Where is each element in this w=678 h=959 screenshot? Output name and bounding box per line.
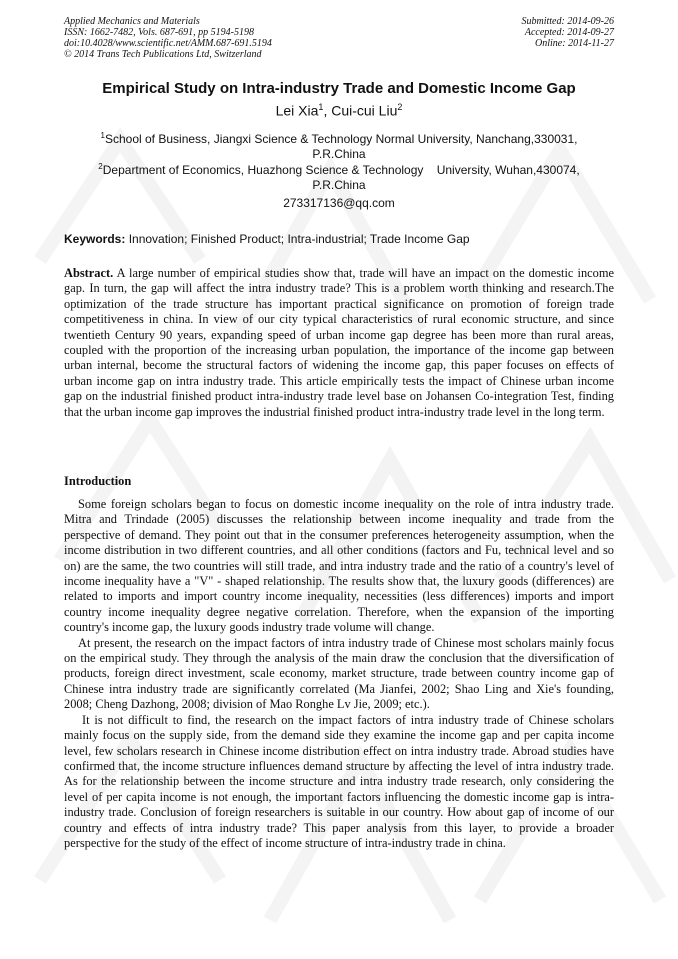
- keywords-text: Innovation; Finished Product; Intra-industrial; Trade Income Gap: [125, 232, 470, 246]
- introduction-body: [64, 497, 614, 851]
- author-name: Lei Xia: [275, 102, 319, 119]
- abstract-text: A large number of empirical studies show that, trade will have an impact on the domestic income gap. In turn, the gap will affect the intra industry trade? This is a problem worth thinking and research.The optimization of the trade structure has important practical significance on promotion of foreign trade competitiveness in china. In view of our city typical characteristics of rural economic structure, and since twentieth Century 90 years, expanding speed of urban income gap degree has been more than rural areas, coupled with the proportion of the increasing urban population, the importance of the income gap between urban internal, become the structural factors of widening the income gap, this paper focuses on effects of urban income gap on intra industry trade. This article empirically tests the impact of Chinese urban income gap on the industrial finished product intra-industry trade level base on Johansen Co-integration Test, finding that the urban income gap improves the industrial finished product intra-industry trade level in the long term.: [64, 266, 614, 419]
- author-affiliation-mark: 2: [397, 102, 403, 112]
- affiliation: [70, 128, 608, 162]
- paragraph: At present, the research on the impact factors of intra industry trade of Chinese most scholars mainly focus on the empirical study. They through the analysis of the main draw the conclusion that the diversification of products, foreign direct investment, scale economy, market structure, trade between country income gap of Chinese intra industry trade are significantly correlated (Ma Jianfei, 2002; Shao Ling and Xie's founding, 2008; Cheng Dazhong, 2008; division of Mao Ronghe Lv Jie, 2009; etc.).: [64, 635, 614, 712]
- copyright-line: © 2014 Trans Tech Publications Ltd, Switzerland: [64, 49, 262, 60]
- section-heading: Introduction: [64, 474, 132, 488]
- issn-line: ISSN: 1662-7482, Vols. 687-691, pp 5194-5198: [64, 27, 254, 38]
- author-email: 273317136@qq.com: [283, 196, 395, 210]
- affiliation-mark: 2: [98, 162, 103, 171]
- abstract-label: Abstract.: [64, 266, 114, 280]
- author-separator: ,: [323, 102, 332, 119]
- doi-line: doi:10.4028/www.scientific.net/AMM.687-691.5194: [64, 38, 272, 49]
- publication-info: [64, 16, 272, 60]
- keywords: [64, 232, 614, 246]
- affiliation-text: School of Business, Jiangxi Science & Technology Normal University, Nanchang,330031,: [104, 132, 578, 146]
- affiliation-country: P.R.China: [312, 178, 366, 192]
- author-name: Cui-cui Liu: [331, 102, 398, 119]
- submitted-date: Submitted: 2014-09-26: [521, 16, 614, 27]
- publication-dates: [522, 16, 615, 49]
- paper-title: Empirical Study on Intra-industry Trade and Domestic Income Gap: [102, 80, 576, 97]
- affiliation-mark: 1: [100, 131, 105, 140]
- accepted-date: Accepted: 2014-09-27: [524, 27, 614, 38]
- paragraph: Some foreign scholars began to focus on domestic income inequality on the role of intra industry trade. Mitra and Trindade (2005) discusses the relationship between income inequality and trade from the perspective of demand. They point out that in the consumer preferences heterogeneity assumption, when the income distribution in two different countries, and all other conditions (factors and Fu, technical level and so on) are the same, the two countries will still trade, and intra industry trade and the ratio of a country's level of income inequality have a "V" - shaped relationship. The results show that, the luxury goods (differences) are related to imports and import country income inequality, necessities (less differences) imports and import country income inequality degree negative correlation. Therefore, when the expansion of the importing country's income gap, the luxury goods industry trade volume will change.: [64, 497, 614, 635]
- affiliation-country: P.R.China: [312, 147, 366, 161]
- affiliation: [70, 159, 608, 193]
- affiliation-text: Department of Economics, Huazhong Science & Technology University, Wuhan,430074,: [102, 163, 580, 177]
- journal-name: Applied Mechanics and Materials: [64, 16, 200, 27]
- author-affiliation-mark: 1: [318, 102, 324, 112]
- author-list: [40, 102, 638, 119]
- keywords-label: Keywords:: [64, 232, 126, 246]
- online-date: Online: 2014-11-27: [535, 38, 614, 49]
- abstract: [64, 266, 614, 420]
- paragraph: It is not difficult to find, the research on the impact factors of intra industry trade of Chinese scholars mainly focus on the supply side, from the demand side they examine the income gap and per capita income level, few scholars research in Chinese income distribution effect on intra industry trade. Abroad studies have confirmed that, the income structure influences demand structure by affecting the level of intra industry trade. As for the relationship between the income structure and intra industry trade research, only considering the level of per capita income is not enough, the important factors influencing the domestic income gap is intra-industry trade. Conclusion of foreign researchers is suitable in our country. How about gap of income of our country and effects of intra industry trade? This paper analysis from this layer, to provide a broader perspective for the study of the effect of income structure of intra-industry trade in china.: [64, 712, 614, 850]
